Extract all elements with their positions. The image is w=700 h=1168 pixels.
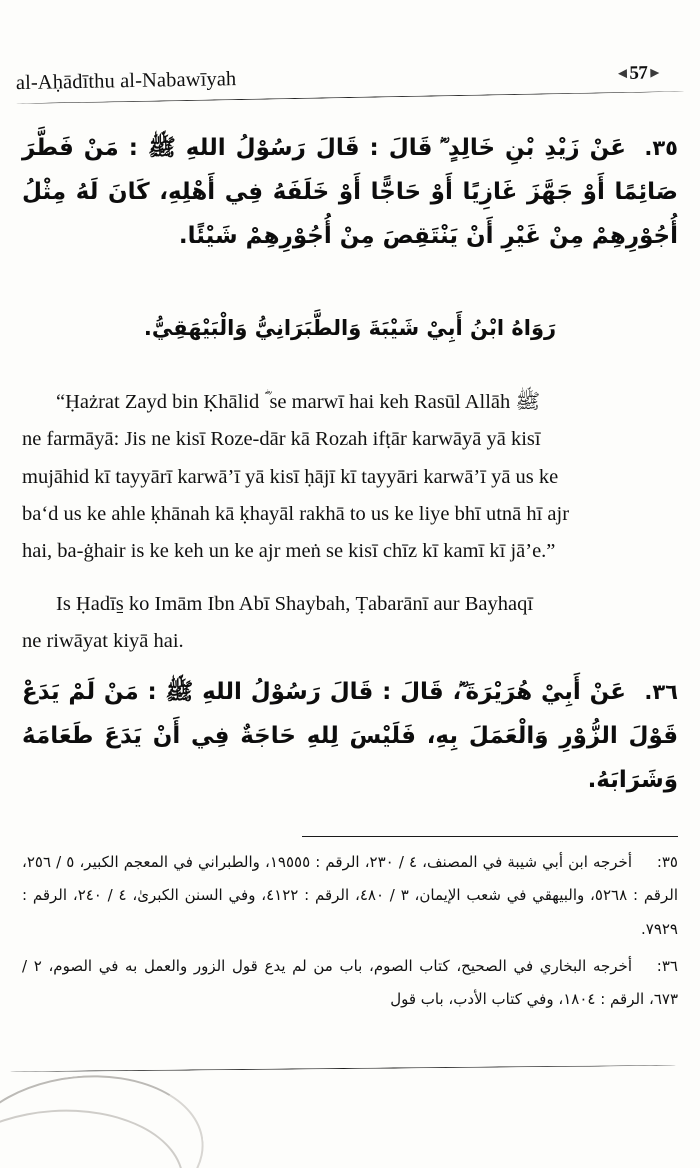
hadith-35-takhrij: رَوَاهُ ابْنُ أَبِيْ شَيْبَةَ وَالطَّبَرَانِيُّ وَالْبَيْهَقِيُّ. [143,316,557,340]
footnote-item [22,950,678,1017]
folio-close-ornament-icon: ► [647,65,662,82]
footnote-marker: ٣٥: [656,853,678,871]
attribution-line: ne riwāyat kiyā hai. [22,630,184,653]
page-number [615,62,662,85]
hadith-36-matn: عَنْ أَبِيْ هُرَيْرَةَ ؓ، قَالَ : قَالَ رَسُوْلُ اللهِ ﷺ : مَنْ لَمْ يَدَعْ قَوْلَ الزُّوْرِ وَالْعَمَلَ بِهِ، فَلَيْسَ لِلهِ حَاجَةٌ فِي أَنْ يَدَعَ طَعَامَهُ وَشَرَابَهُ. [22,679,678,794]
hadith-35-matn: عَنْ زَيْدِ بْنِ خَالِدٍ ؓ قَالَ : قَالَ رَسُوْلُ اللهِ ﷺ : مَنْ فَطَّرَ صَائِمًا أَوْ جَهَّزَ غَازِيًا أَوْ حَاجًّا أَوْ خَلَفَهُ فِي أَهْلِهِ، كَانَ لَهُ مِثْلُ أُجُوْرِهِمْ مِنْ غَيْرِ أَنْ يَنْتَقِصَ مِنْ أُجُوْرِهِمْ شَيْئًا. [22,135,678,250]
footnote-bottom-divider [10,1065,676,1072]
footnote-marker: ٣٦: [656,956,678,975]
footnote-divider [302,836,678,837]
hadith-36-number: ٣٦. [644,680,678,704]
translation-line: mujāhid kī tayyārī karwā’ī yā kisī ḥājī kī tayyāri karwā’ī yā us ke [22,465,559,488]
translation-line: ba‘d us ke ahle ḳhānah kā ḳhayāl rakhā to us ke liye bhī utnā hī ajr [22,502,570,525]
footnote-item [22,846,678,946]
translation-line: “Ḥażrat Zayd bin Ḳhālid ؓ se marwī hai keh Rasūl Allāh ﷺ [56,391,541,413]
footnote-text: أخرجه البخاري في الصحيح، كتاب الصوم، باب من لم يدع قول الزور والعمل به في الصوم، ٢ / ٦٧٣، الرقم : ١٨٠٤، وفي كتاب الأدب، باب قول [22,956,678,1009]
translation-line: hai, ba-ġhair is ke keh un ke ajr meṅ se kisī chīz kī kamī kī jā’e.” [22,540,556,563]
translation-line: ne farmāyā: Jis ne kisī Roze-dār kā Rozah ifṭār karwāyā yā kisī [22,428,541,451]
page-scan-edge [0,1064,211,1168]
footnote-list [22,846,678,1020]
folio-number-value: 57 [629,62,648,84]
page-scan-edge-secondary [0,1101,189,1168]
footnote-text: أخرجه ابن أبي شيبة في المصنف، ٤ / ٢٣٠، الرقم : ١٩٥٥٥، والطبراني في المعجم الكبير، ٥ / ٢٥٦، الرقم : ٥٢٦٨، والبيهقي في شعب الإيمان، ٣ / ٤٨٠، الرقم : ٤١٢٢، وفي السنن الكبرىٰ، ٤ / ٢٤٠، الرقم : ٧٩٢٩. [22,853,678,938]
hadith-36-arabic [22,670,678,802]
book-title: al-Aḥādīthu al-Nabawīyah [15,68,237,95]
folio-open-ornament-icon: ◄ [614,65,630,83]
running-header [16,58,685,114]
hadith-35-translation [22,384,678,570]
hadith-35-attribution [22,586,678,661]
attribution-line: Is Ḥadīs̱ ko Imām Ibn Abī Shaybah, Ṭabarānī aur Bayhaqī [56,593,534,615]
hadith-35-arabic [22,126,678,258]
hadith-35-number: ٣٥. [644,136,678,160]
